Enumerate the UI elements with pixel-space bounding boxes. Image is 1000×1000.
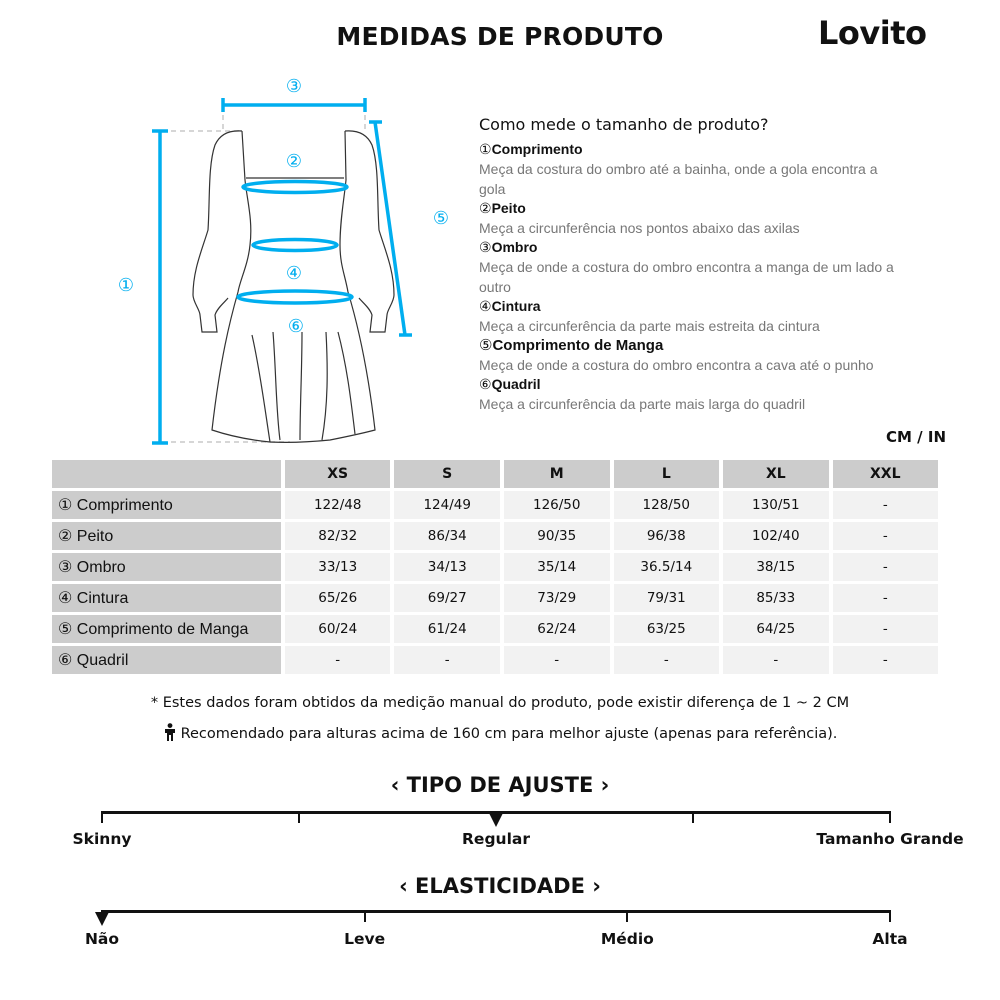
- table-cell: 61/24: [394, 615, 500, 643]
- scale-tick: [364, 910, 366, 922]
- measure-item-name: Peito: [491, 200, 526, 216]
- table-row: [52, 491, 938, 519]
- fit-scale-title: ‹ TIPO DE AJUSTE ›: [390, 773, 610, 797]
- measure-item-description: Meça da costura do ombro até a bainha, onde a gola encontra a gola: [479, 161, 878, 197]
- scale-label: Alta: [872, 930, 908, 948]
- table-cell: 79/31: [614, 584, 720, 612]
- table-cell: 60/24: [285, 615, 391, 643]
- table-cell: 64/25: [723, 615, 829, 643]
- table-cell: 65/26: [285, 584, 391, 612]
- scale-label: Tamanho Grande: [816, 830, 964, 848]
- measure-item: [479, 336, 959, 375]
- table-cell: -: [833, 553, 938, 581]
- measure-item-name: Quadril: [491, 376, 541, 392]
- table-row: [52, 615, 938, 643]
- height-recommendation-text: Recomendado para alturas acima de 160 cm para melhor ajuste (apenas para referência).: [180, 726, 838, 742]
- measure-item: [479, 297, 959, 336]
- table-row: [52, 553, 938, 581]
- measure-item-label: [479, 199, 959, 218]
- table-cell: 124/49: [394, 491, 500, 519]
- size-header-xs: XS: [285, 460, 391, 488]
- table-cell: 33/13: [285, 553, 391, 581]
- table-cell: 82/32: [285, 522, 391, 550]
- table-cell: -: [723, 646, 829, 674]
- table-cell: -: [833, 584, 938, 612]
- table-row: [52, 522, 938, 550]
- size-header-m: M: [504, 460, 610, 488]
- table-row: [52, 646, 938, 674]
- table-cell: 73/29: [504, 584, 610, 612]
- size-header-xl: XL: [723, 460, 829, 488]
- marker-6: ⑥: [287, 316, 305, 337]
- scale-line: [102, 910, 890, 913]
- row-label: ② Peito: [52, 522, 281, 550]
- measure-item-number: ⑥: [479, 376, 492, 392]
- marker-2: ②: [285, 151, 303, 172]
- scale-label: Não: [84, 930, 120, 948]
- measure-item: [479, 238, 959, 297]
- scale-tick: [692, 811, 694, 823]
- marker-5: ⑤: [432, 208, 450, 229]
- scale-label: Leve: [344, 930, 386, 948]
- scale-tick: [298, 811, 300, 823]
- height-recommendation: [0, 723, 1000, 742]
- table-cell: 69/27: [394, 584, 500, 612]
- measure-item-number: ①: [479, 141, 492, 157]
- table-cell: 85/33: [723, 584, 829, 612]
- table-cell: 90/35: [504, 522, 610, 550]
- page-title: MEDIDAS DE PRODUTO: [336, 22, 664, 51]
- measure-item-name: Comprimento: [491, 141, 583, 157]
- measure-item: [479, 140, 959, 199]
- table-cell: 35/14: [504, 553, 610, 581]
- scale-label: Regular: [462, 830, 530, 848]
- table-cell: 34/13: [394, 553, 500, 581]
- measure-item-number: ②: [479, 200, 492, 216]
- scale-tick: [101, 811, 103, 823]
- dress-outline: [193, 131, 394, 443]
- scale-tick: [889, 910, 891, 922]
- table-cell: -: [394, 646, 500, 674]
- table-cell: -: [833, 646, 938, 674]
- table-row: [52, 584, 938, 612]
- scale-label: Skinny: [72, 830, 132, 848]
- measure-item-number: ⑤: [479, 337, 493, 354]
- marker-4: ④: [285, 263, 303, 284]
- table-cell: 128/50: [614, 491, 720, 519]
- measure-item-description: Meça a circunferência da parte mais estreita da cintura: [479, 318, 820, 334]
- marker-1: ①: [117, 275, 135, 296]
- table-cell: 36.5/14: [614, 553, 720, 581]
- table-corner: [52, 460, 281, 488]
- measure-item-label: [479, 238, 959, 257]
- scale-label: Médio: [600, 930, 654, 948]
- scale-tick: [626, 910, 628, 922]
- how-to-title: Como mede o tamanho de produto?: [479, 115, 769, 134]
- size-header-l: L: [614, 460, 720, 488]
- measure-item: [479, 375, 959, 414]
- measure-item-description: Meça de onde a costura do ombro encontra a cava até o punho: [479, 357, 874, 373]
- measure-item-description: Meça a circunferência nos pontos abaixo das axilas: [479, 220, 800, 236]
- row-label: ① Comprimento: [52, 491, 281, 519]
- measure-item-label: [479, 336, 959, 355]
- table-cell: 96/38: [614, 522, 720, 550]
- measure-item-label: [479, 375, 959, 394]
- measure-item-label: [479, 297, 959, 316]
- row-label: ③ Ombro: [52, 553, 281, 581]
- measure-item-name: Ombro: [491, 239, 538, 255]
- measure-item-number: ④: [479, 298, 492, 314]
- size-header-xxl: XXL: [833, 460, 938, 488]
- size-chart-table: [48, 457, 942, 677]
- table-cell: -: [504, 646, 610, 674]
- table-cell: 86/34: [394, 522, 500, 550]
- table-cell: -: [833, 522, 938, 550]
- row-label: ⑤ Comprimento de Manga: [52, 615, 281, 643]
- table-cell: 38/15: [723, 553, 829, 581]
- marker-3: ③: [285, 76, 303, 97]
- table-cell: -: [833, 491, 938, 519]
- table-cell: 63/25: [614, 615, 720, 643]
- elasticity-scale-title: ‹ ELASTICIDADE ›: [399, 874, 601, 898]
- measure-item-name: Comprimento de Manga: [492, 337, 664, 354]
- table-cell: 62/24: [504, 615, 610, 643]
- table-cell: -: [614, 646, 720, 674]
- measure-item-name: Cintura: [491, 298, 541, 314]
- measure-item-description: Meça de onde a costura do ombro encontra a manga de um lado a outro: [479, 259, 894, 295]
- table-cell: 122/48: [285, 491, 391, 519]
- scale-selected-marker: [95, 912, 109, 926]
- table-cell: 130/51: [723, 491, 829, 519]
- measure-item: [479, 199, 959, 238]
- units-label: CM / IN: [886, 428, 946, 446]
- measure-item-label: [479, 140, 959, 159]
- scale-tick: [889, 811, 891, 823]
- table-cell: -: [833, 615, 938, 643]
- row-label: ④ Cintura: [52, 584, 281, 612]
- scale-selected-marker: [489, 813, 503, 827]
- measure-item-number: ③: [479, 239, 492, 255]
- measurement-disclaimer: * Estes dados foram obtidos da medição manual do produto, pode existir diferença de 1 ~ 2 CM: [150, 695, 850, 711]
- how-to-measure: [479, 115, 959, 414]
- size-header-row: [52, 460, 938, 488]
- dress-diagram: [90, 70, 470, 450]
- table-cell: -: [285, 646, 391, 674]
- brand-logo: Lovito: [818, 14, 927, 52]
- size-header-s: S: [394, 460, 500, 488]
- measure-item-description: Meça a circunferência da parte mais larga do quadril: [479, 396, 806, 412]
- table-cell: 126/50: [504, 491, 610, 519]
- row-label: ⑥ Quadril: [52, 646, 281, 674]
- person-icon: [163, 723, 177, 741]
- guide-lines: [162, 106, 365, 442]
- table-cell: 102/40: [723, 522, 829, 550]
